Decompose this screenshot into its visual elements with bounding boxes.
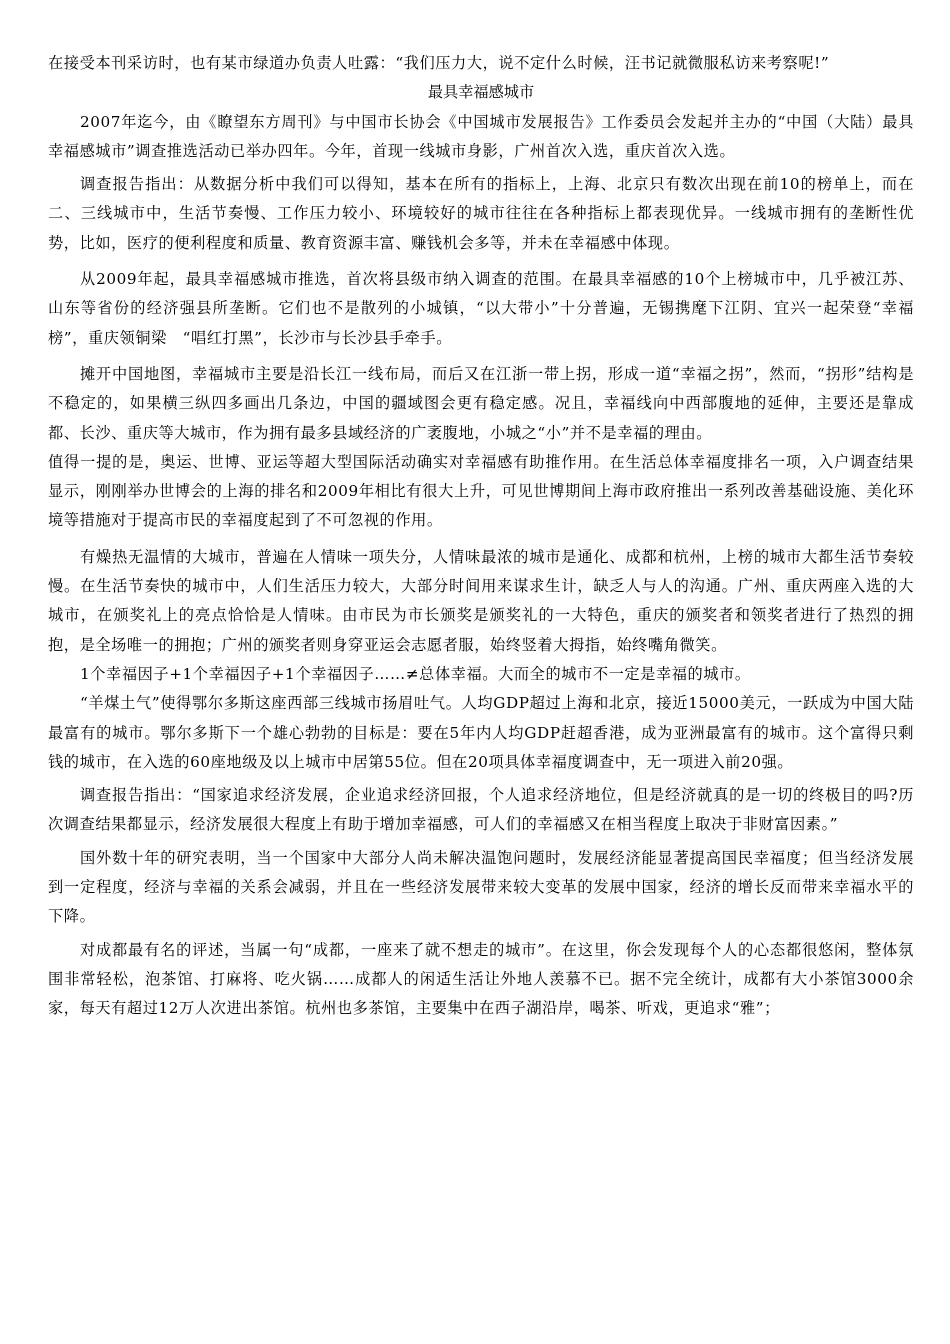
paragraph-3: 从2009年起，最具幸福感城市推选，首次将县级市纳入调查的范围。在最具幸福感的10个上榜城市中，几乎被江苏、山东等省份的经济强县所垄断。它们也不是散列的小城镇，“以大带小”十分普遍，无锡携麾下江阴、宜兴一起荣登“幸福榜”，重庆领铜梁 “唱红打黑”，长沙市与长沙县手牵手。 (48, 270, 914, 347)
paragraph-11: 对成都最有名的评述，当属一句“成都，一座来了就不想走的城市”。在这里，你会发现每个人的心态都很悠闲，整体氛围非常轻松，泡茶馆、打麻将、吃火锅……成都人的闲适生活让外地人羡慕不已。据不完全统计，成都有大小茶馆3000余家，每天有超过12万人次进出茶馆。杭州也多茶馆，主要集中在西子湖沿岸，喝茶、听戏，更追求“雅”； (48, 940, 914, 1018)
paragraph-10: 国外数十年的研究表明，当一个国家中大部分人尚未解决温饱问题时，发展经济能显著提高国民幸福度；但当经济发展到一定程度，经济与幸福的关系会减弱，并且在一些经济发展带来较大变革的发展中国家，经济的增长反而带来幸福水平的下降。 (48, 848, 914, 926)
paragraph-8: “羊煤土气”使得鄂尔多斯这座西部三线城市扬眉吐气。人均GDP超过上海和北京，接近15000美元，一跃成为中国大陆最富有的城市。鄂尔多斯下一个雄心勃勃的目标是：要在5年内人均GDP赶超香港，成为亚洲最富有的城市。这个富得只剩钱的城市，在入选的60座地级及以上城市中居第55位。但在20项具体幸福度调查中，无一项进入前20强。 (48, 694, 914, 771)
intro-line: 在接受本刊采访时，也有某市绿道办负责人吐露：“我们压力大，说不定什么时候，汪书记就微服私访来考察呢!” (48, 54, 830, 72)
paragraph-2: 调查报告指出：从数据分析中我们可以得知，基本在所有的指标上，上海、北京只有数次出现在前10的榜单上，而在二、三线城市中，生活节奏慢、工作压力较小、环境较好的城市往往在各种指标上都表现优异。一线城市拥有的垄断性优势，比如，医疗的便利程度和质量、教育资源丰富、赚钱机会多等，并未在幸福感中体现。 (48, 175, 914, 252)
paragraph-7: 1个幸福因子+1个幸福因子+1个幸福因子……≠总体幸福。大而全的城市不一定是幸福的城市。 (80, 664, 751, 683)
document-page (48, 49, 914, 1024)
paragraph-9: 调查报告指出：“国家追求经济发展，企业追求经济回报，个人追求经济地位，但是经济就真的是一切的终极目的吗?历次调查结果都显示，经济发展很大程度上有助于增加幸福感，可人们的幸福感又在相当程度上取决于非财富因素。” (48, 786, 914, 834)
paragraph-4: 摊开中国地图，幸福城市主要是沿长江一线布局，而后又在江浙一带上拐，形成一道“幸福之拐”，然而，“拐形”结构是不稳定的，如果横三纵四多画出几条边，中国的疆域图会更有稳定感。况且，幸福线向中西部腹地的延伸，主要还是靠成都、长沙、重庆等大城市，作为拥有最多县域经济的广袤腹地，小城之“小”并不是幸福的理由。 (48, 364, 914, 442)
paragraph-5: 值得一提的是，奥运、世博、亚运等超大型国际活动确实对幸福感有助推作用。在生活总体幸福度排名一项，入户调查结果显示，刚刚举办世博会的上海的排名和2009年相比有很大上升，可见世博期间上海市政府推出一系列改善基础设施、美化环境等措施对于提高市民的幸福度起到了不可忽视的作用。 (48, 452, 914, 530)
paragraph-6: 有燥热无温情的大城市，普遍在人情味一项失分，人情味最浓的城市是通化、成都和杭州，上榜的城市大都生活节奏较慢。在生活节奏快的城市中，人们生活压力较大，大部分时间用来谋求生计，缺乏人与人的沟通。广州、重庆两座入选的大城市，在颁奖礼上的亮点恰恰是人情味。由市民为市长颁奖是颁奖礼的一大特色，重庆的颁奖者和领奖者进行了热烈的拥抱，是全场唯一的拥抱；广州的颁奖者则身穿亚运会志愿者服，始终竖着大拇指，始终嘴角微笑。 (48, 547, 914, 654)
paragraph-1: 2007年迄今，由《瞭望东方周刊》与中国市长协会《中国城市发展报告》工作委员会发起并主办的“中国（大陆）最具幸福感城市”调查推选活动已举办四年。今年，首现一线城市身影，广州首次入选，重庆首次入选。 (48, 112, 914, 160)
section-title: 最具幸福感城市 (427, 83, 535, 102)
